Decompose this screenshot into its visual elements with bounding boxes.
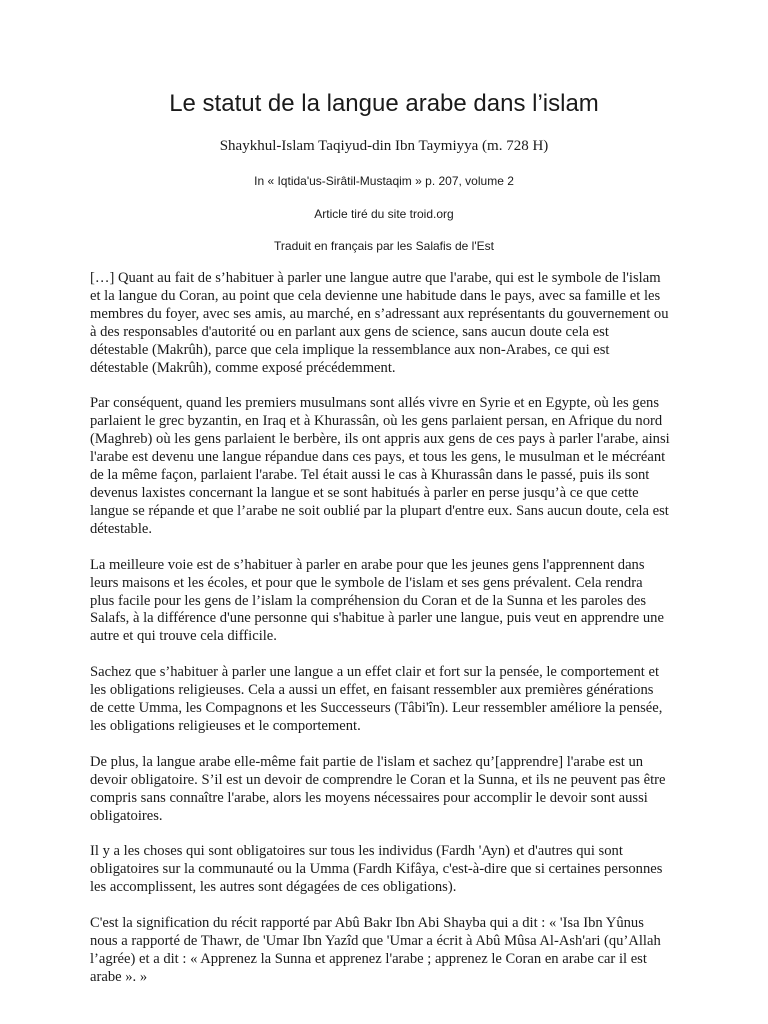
paragraph: Il y a les choses qui sont obligatoires sur tous les individus (Fardh 'Ayn) et d'autres qui sont obligatoires sur la communauté ou la Umma (Fardh Kifâya, c'est-à-dire que si certaines personnes les accomplissent, les autres sont dégagées de ces obligations). (90, 843, 663, 896)
paragraph: Par conséquent, quand les premiers musulmans sont allés vivre en Syrie et en Egypte, où les gens parlaient le grec byzantin, en Iraq et à Khurassân, où les gens parlaient persan, en Afrique du nord (Maghreb) où les gens parlaient le berbère, ils ont appris aux gens de ces pays à parler l'arabe, ainsi l'arabe est devenu une langue répandue dans ces pays, et tous les gens, le musulman et le mécréant de la même façon, parlaient l'arabe. Tel était aussi le cas à Khurassân dans le passé, puis ils sont devenus laxistes concernant la langue et se sont habitués à parler en perse jusqu’à ce que cette langue se répande et que l’arabe ne soit oublié par la plupart d'entre eux. Sans aucun doute, cela est détestable. (90, 395, 670, 537)
document-author: Shaykhul-Islam Taqiyud-din Ibn Taymiyya (m. 728 H) (219, 138, 549, 154)
paragraph: De plus, la langue arabe elle-même fait partie de l'islam et sachez qu’[apprendre] l'arabe est un devoir obligatoire. S’il est un devoir de comprendre le Coran et la Sunna, et ils ne peuvent pas être compris sans connaître l'arabe, alors les moyens nécessaires pour accomplir le devoir sont aussi obligatoires. (90, 753, 666, 824)
paragraph: La meilleure voie est de s’habituer à parler en arabe pour que les jeunes gens l'apprennent dans leurs maisons et les écoles, et pour que le symbole de l'islam et ses gens prévalent. Cela rendra plus facile pour les gens de l’islam la compréhension du Coran et de la Sunna et les paroles des Salafs, à la différence d'une personne qui s'habitue à parler une langue, puis veut en apprendre une autre et qui trouve cela difficile. (90, 556, 664, 645)
paragraph: […] Quant au fait de s’habituer à parler une langue autre que l'arabe, qui est le symbole de l'islam et la langue du Coran, au point que cela devienne une habitude dans le pays, avec sa famille et les membres du foyer, avec ses amis, au marché, en s’adressant aux représentants du gouvernement ou à des responsables d'autorité ou en parlant aux gens de science, sans aucun doute cela est détestable (Makrûh), parce que cela implique la ressemblance aux non-Arabes, ce qui est détestable (Makrûh), comme exposé précédemment. (90, 270, 669, 376)
paragraph: Sachez que s’habituer à parler une langue a un effet clair et fort sur la pensée, le comportement et les obligations religieuses. Cela a aussi un effet, en faisant ressembler aux premières générations de cette Umma, les Compagnons et les Successeurs (Tâbi'în). Leur ressembler améliore la pensée, les obligations religieuses et le comportement. (90, 664, 663, 734)
document-site: Article tiré du site troid.org (314, 207, 454, 221)
paragraph: C'est la signification du récit rapporté par Abû Bakr Ibn Abi Shayba qui a dit : « 'Isa Ibn Yûnus nous a rapporté de Thawr, de 'Umar Ibn Yazîd que 'Umar a écrit à Abû Mûsa Al-Ash'ari (qu’Allah l’agrée) et a dit : « Apprenez la Sunna et apprenez l'arabe ; apprenez le Coran en arabe car il est arabe ». » (90, 915, 661, 985)
document-source: In « Iqtida'us-Sirâtil-Mustaqim » p. 207, volume 2 (254, 174, 514, 188)
document-translator: Traduit en français par les Salafis de l'Est (274, 239, 494, 253)
document-body (90, 270, 670, 1005)
document-title: Le statut de la langue arabe dans l’islam (169, 90, 599, 117)
